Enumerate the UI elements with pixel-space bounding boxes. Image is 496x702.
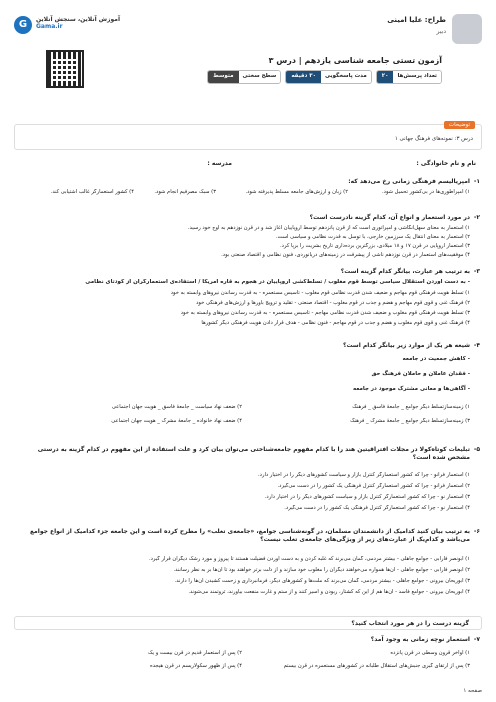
question-text: در مورد استعمار و انواع آن، کدام گزینه نادرست است؟ [309, 214, 470, 221]
option[interactable]: ۱) استعمار به معنای سهل‌انگاشی و امپراتوری است که از قرن پانزدهم توسط اروپاییان آغاز شد و در قرن نوزدهم به اوج خود رسید. [187, 225, 470, 231]
brand-site: Gama.ir [36, 23, 63, 30]
option[interactable]: ۴) ابوریحان بیرونی - جوامع فاسد - آن‌ها هم از این که کشتار، ربودن و اسیر کنند و از ستم و غارت منفعت بیاورند، ثروتمند می‌شوند. [188, 589, 470, 595]
option[interactable]: ۳) ابوریحان بیرونی - جوامع جاهلی - بیشتر مردمی، گمان می‌برند که ملت‌ها و کشورهای دیگر، فرمانبرداری و زحمت کشیدن آن‌ها را دارند. [174, 578, 470, 584]
option[interactable]: ۳) استعمار نو - چرا که کشور استعمارگر کنترل بازار و سیاست کشورهای دیگر را در اختیار دارد. [264, 494, 470, 500]
name-field-label: نام و نام خانوادگی : [416, 160, 476, 167]
question-text: به ترتیب هر عبارت، بیانگر کدام گزینه است؟ [340, 268, 470, 275]
option[interactable]: ۳) استعمار اروپایی در قرن ۱۷ و ۱۸ میلادی، بزرگترین برده‌داری تاریخ بشریت را برپا کرد. [280, 243, 470, 249]
question-number: ۶- [473, 528, 480, 535]
exam-meta [203, 70, 442, 84]
designer-avatar [452, 14, 482, 44]
option[interactable]: ۳) سبک مصرفیم انجام شود. [154, 189, 216, 195]
brand-tagline: آموزش آنلاین، سنجش آنلاین [36, 16, 121, 23]
brand-block [36, 16, 146, 30]
question-6 [14, 528, 482, 608]
page-number: صفحه ۱ [463, 688, 482, 694]
question-number: ۱- [473, 178, 480, 185]
option[interactable]: ۲) استعمار به معنای انتقال یک سرزمین خارجی، با توسل به قدرت نظامی و سیاسی است. [275, 234, 470, 240]
option[interactable]: ۴) استعمار نو - چرا که کشور استعمارگر کنترل فرهنگی یک کشور را در دست می‌گیرد. [284, 505, 470, 511]
option[interactable]: ۲) ابونصر فارابی - جوامع جاهلی - آن‌ها همواره می‌خواهند دیگران را مغلوب خود سازند و از ذلت برتر خواهند بود تا آن‌ها بر به نظر رسانند. [173, 567, 470, 573]
option[interactable]: ۱) تسلط هویت فرهنگی قوم مهاجم و ضعیف شدن قدرت نظامی قوم مغلوب - تأسیس مستعمره - به قدرت رساندن نیروهای وابسته به خود [170, 290, 470, 296]
option[interactable]: ۳) تسلط هویت فرهنگی قوم مغلوب و ضعیف شدن قدرت نظامی مهاجم - تأسیس مستعمره - به قدرت رساندن نیروهای وابسته به خود [180, 310, 470, 316]
exam-card [14, 50, 482, 90]
question-text: شیعه هر یک از موارد زیر بیانگر کدام است؟ [342, 342, 470, 349]
page-header [14, 14, 482, 46]
option[interactable]: ۱) استعمار فرانو - چرا که کشور استعمارگر کنترل بازار و سیاست کشورهای دیگر را در اختیار دارد. [257, 472, 470, 478]
student-info-row [14, 160, 482, 172]
question-2 [14, 214, 482, 264]
qr-code [48, 52, 82, 86]
designer-role: دبیر [436, 28, 446, 35]
meta-question-count: تعداد پرسش‌ها ۲۰ [376, 70, 442, 84]
option[interactable]: ۲) زبان و ارزش‌های جامعه مسلط پذیرفته شود. [245, 189, 348, 195]
option[interactable]: ۱) زمینه‌سازتسلط دیگر جوامع _ جامعۀ فاسق _ فرهنگ [352, 404, 470, 410]
option[interactable]: ۴) ضعف نهاد خانواده _ جامعۀ مشرک _ هویت جهان اجتماعی [111, 418, 242, 424]
option[interactable]: ۴) فرهنگ غنی و قوی قوم مغلوب و هضم و جذب در قوم مهاجم - فنون نظامی - هدف قرار دادن هویت فرهنگی دیگر کشورها [201, 320, 470, 326]
question-text: تبلیغات کوتاه‌کولا در مجلات افتراقیتین هند را با کدام مفهوم جامعه‌شناختی می‌توان بیان کرد و علت استفاده از این مفهوم در کدام گزینه به درستی مشخص شده است؟ [37, 446, 470, 461]
meta-duration: مدت پاسخگویی ۳۰ دقیقه [285, 70, 371, 84]
question-text: به ترتیب بیان کنید کدامیک از دانشمندان مسلمان، در گونه‌شناسی جوامع، «جامعه‌ی تغلب» را مطرح کرده است و این جامعه جزء کدامیک از انواع جوامع می‌باشد و کدام‌یک از عبارت‌های زیر از ویژگی‌های جامعه‌ی تغلب نیست؟ [29, 528, 470, 543]
meta-difficulty: سطح سختی متوسط [207, 70, 281, 84]
question-text: امپریالیسم فرهنگی زمانی رخ می‌دهد که: [348, 178, 470, 185]
option[interactable]: ۲) استعمار فرانو - چرا که کشور استعمارگر کنترل فرهنگی یک کشور را در دست می‌گیرد. [277, 483, 470, 489]
gama-logo: G [14, 16, 32, 34]
question-number: ۵- [473, 446, 480, 453]
question-4 [14, 342, 482, 442]
exam-title: آزمون تستی جامعه شناسی یازدهم | درس ۳ [268, 56, 442, 65]
option[interactable]: ۳) زمینه‌سازتسلط دیگر جوامع _ جامعۀ مشرک _ فرهنگ [350, 418, 470, 424]
option[interactable]: ۲) ضعف نهاد سیاست _ جامعۀ فاسق _ هویت جهان اجتماعی [111, 404, 242, 410]
question-1 [14, 178, 482, 208]
option[interactable]: ۱) ابونصر فارابی - جوامع جاهلی - بیشتر مردمی، گمان می‌برند که غلبه کردن و به دست آوردن فضیلت هستند تا پیروز و مورد رشک دیگران قرار گیرد. [148, 556, 470, 562]
notes-text: درس ۳: نمونه‌های فرهنگ جهانی ۱ [394, 136, 473, 142]
option[interactable]: ۲) پس از استعمار قدیم در قرن بیست و یک [148, 650, 242, 656]
question-number: ۲- [473, 214, 480, 221]
option[interactable]: ۴) کشور استعمارگر غالب اشتیابی کند. [50, 189, 134, 195]
instruction-box [14, 616, 482, 630]
option[interactable]: ۴) موفقیت‌های استعمار در قرن نوزدهم ناشی از پیشرفت در زمینه‌های دریانوردی، فنون نظامی و اقتصاد صنعتی بود. [221, 252, 470, 258]
option[interactable]: ۱) امپراطوری‌ها در بی‌کشور تحمیل شود. [382, 189, 470, 195]
question-text: استعمار نوچه زمانی به وجود آمد؟ [370, 636, 470, 643]
question-number: ۴- [473, 342, 480, 349]
question-number: ۳- [473, 268, 480, 275]
statement: - کاهش جمعیت در جامعه [402, 356, 470, 362]
question-3 [14, 268, 482, 338]
question-prompt: - به دست آوردن استقلال سیاسی توسط قوم مغلوب / تسلط‌کشی اروپاییان در هجوم به قاره آمریکا / استفاده‌ی استعمارگران از کودتای نظامی [85, 279, 470, 285]
statement: - فقدان عاملان و حاملان فرهنگ حق [371, 371, 470, 377]
question-number: ۷- [473, 636, 480, 643]
option[interactable]: ۳) پس از ارتقای گیری جنبش‌های استقلال طلبانه در کشورهای مستعمره در قرن بیستم [283, 663, 470, 669]
designer-name: طراح: علیا امینی [387, 16, 446, 24]
notes-box [14, 124, 482, 150]
question-5 [14, 446, 482, 522]
question-7 [14, 636, 482, 682]
option[interactable]: ۲) فرهنگ غنی و قوی قوم مهاجم و هضم و جذب در قوم مغلوب - اقتصاد صنعتی - تقلید و ترویج باورها و ارزش‌های فرهنگی خود [196, 300, 470, 306]
notes-tag: توضیحات [444, 121, 475, 129]
question-instruction: گزینه درست را در هر مورد انتخاب کنید؟ [351, 620, 469, 627]
option[interactable]: ۱) اواخر قرون وسطی در قرن پانزده [390, 650, 470, 656]
option[interactable]: ۴) پس از ظهور سکولاریسم در قرن هیجده [149, 663, 242, 669]
school-field-label: مدرسه : [207, 160, 232, 167]
statement: - آگاهی‌ها و معانی مشترک موجود در جامعه [353, 386, 470, 392]
